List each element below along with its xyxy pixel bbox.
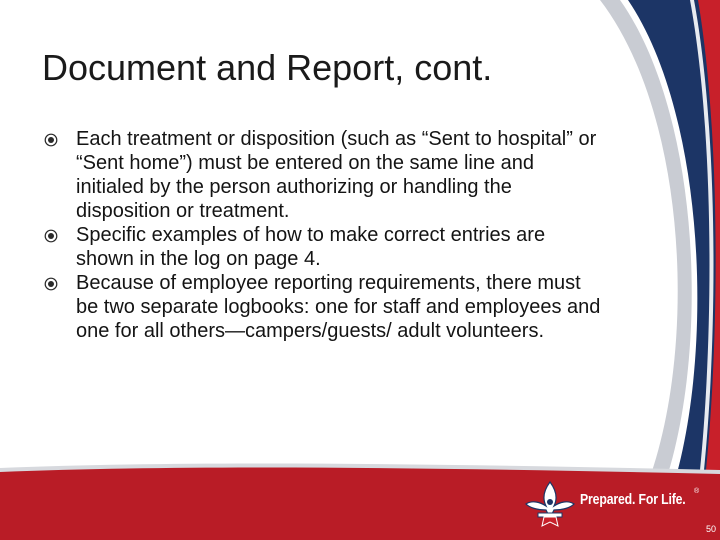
slide-title: Document and Report, cont. [42, 47, 493, 88]
bullet-item [44, 127, 604, 223]
bullet-text: Specific examples of how to make correct entries are shown in the log on page 4. [76, 224, 546, 270]
circled-dot-icon [44, 229, 58, 243]
bullet-list [44, 127, 604, 343]
circled-dot-icon [44, 277, 58, 291]
tagline: Prepared. For Life. [580, 491, 686, 508]
circled-dot-icon [44, 133, 58, 147]
page-number: 50 [705, 524, 716, 534]
bullet-text: Because of employee reporting requirements, there must be two separate logbooks: one for staff and employees and one for all others—campers/guests/ adult volunteers. [76, 272, 601, 342]
bullet-item [44, 223, 604, 271]
bullet-text: Each treatment or disposition (such as “Sent to hospital” or “Sent home”) must be entered on the same line and initialed by the person authorizing or handling the disposition or treatment. [76, 128, 597, 222]
bullet-item [44, 271, 604, 343]
registered-mark: ® [694, 488, 700, 495]
